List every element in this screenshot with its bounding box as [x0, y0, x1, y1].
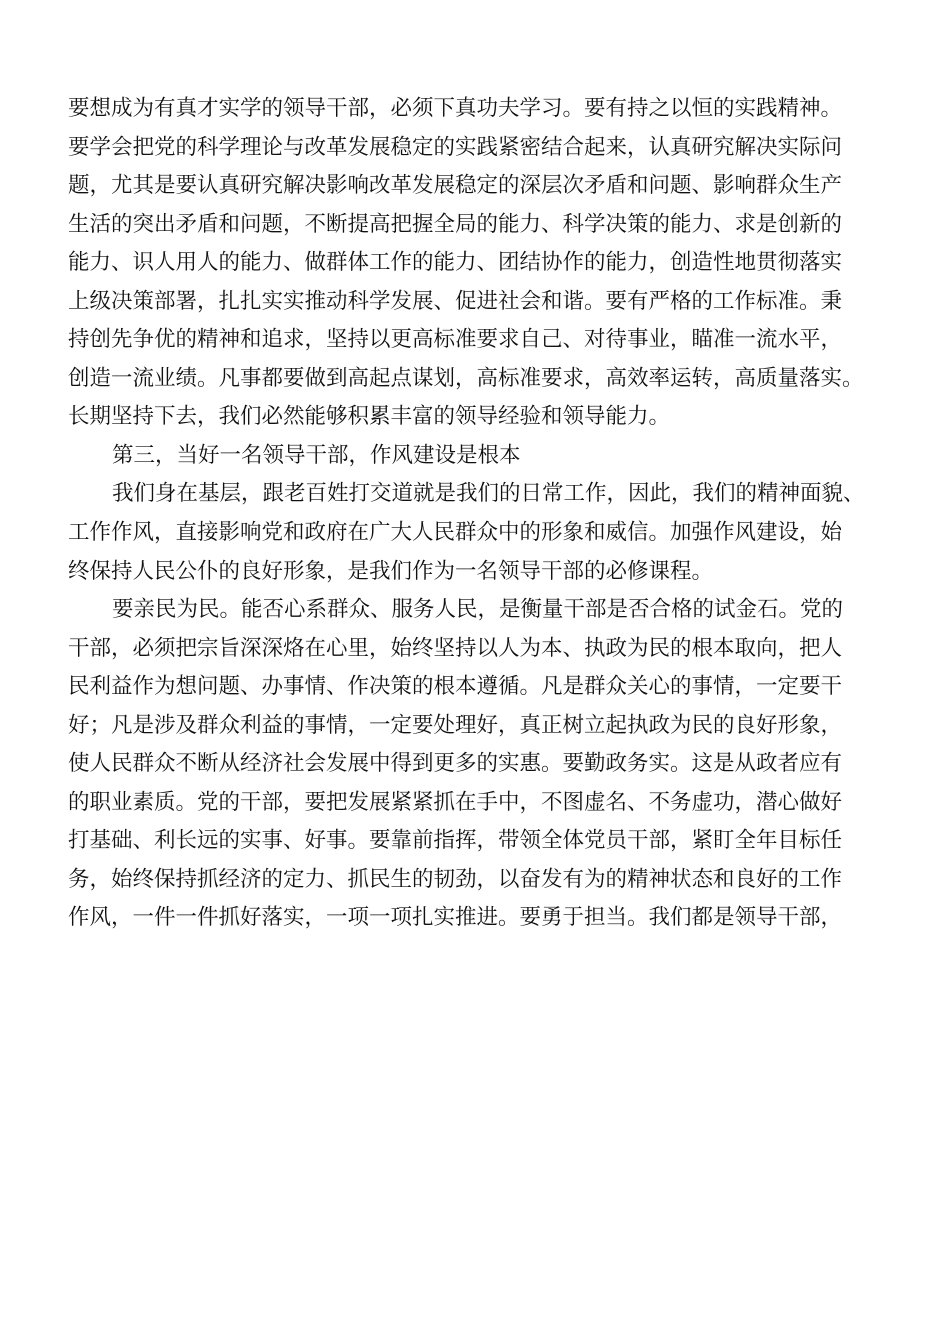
- text-line: 我们身在基层，跟老百姓打交道就是我们的日常工作，因此，我们的精神面貌、: [112, 481, 865, 507]
- text-line: 生活的突出矛盾和问题，不断提高把握全局的能力、科学决策的能力、求是创新的: [68, 211, 843, 237]
- text-line: 能力、识人用人的能力、做群体工作的能力、团结协作的能力，创造性地贯彻落实: [68, 250, 843, 276]
- text-line: 干部，必须把宗旨深深烙在心里，始终坚持以人为本、执政为民的根本取向，把人: [68, 635, 843, 661]
- text-line: 长期坚持下去，我们必然能够积累丰富的领导经验和领导能力。: [68, 404, 671, 430]
- text-line: 的职业素质。党的干部，要把发展紧紧抓在手中，不图虚名、不务虚功，潜心做好: [68, 789, 843, 815]
- section-heading: 第三，当好一名领导干部，作风建设是根本: [112, 442, 521, 468]
- text-line: 终保持人民公仆的良好形象，是我们作为一名领导干部的必修课程。: [68, 558, 714, 584]
- text-line: 要想成为有真才实学的领导干部，必须下真功夫学习。要有持之以恒的实践精神。: [68, 96, 843, 121]
- text-line: 打基础、利长远的实事、好事。要靠前指挥，带领全体党员干部，紧盯全年目标任: [68, 828, 843, 854]
- text-line: 作风，一件一件抓好落实，一项一项扎实推进。要勇于担当。我们都是领导干部，: [68, 905, 843, 931]
- text-line: 题，尤其是要认真研究解决影响改革发展稳定的深层次矛盾和问题、影响群众生产: [68, 173, 843, 199]
- text-line: 要学会把党的科学理论与改革发展稳定的实践紧密结合起来，认真研究解决实际问: [68, 134, 843, 160]
- text-line: 创造一流业绩。凡事都要做到高起点谋划，高标准要求，高效率运转，高质量落实。: [68, 365, 864, 391]
- document-body: [68, 90, 883, 938]
- text-line: 好；凡是涉及群众利益的事情，一定要处理好，真正树立起执政为民的良好形象，: [68, 712, 843, 738]
- text-line: 使人民群众不断从经济社会发展中得到更多的实惠。要勤政务实。这是从政者应有: [68, 751, 843, 777]
- text-line: 工作作风，直接影响党和政府在广大人民群众中的形象和威信。加强作风建设，始: [68, 520, 843, 546]
- text-line: 民利益作为想问题、办事情、作决策的根本遵循。凡是群众关心的事情，一定要干: [68, 674, 843, 700]
- text-line: 务，始终保持抓经济的定力、抓民生的韧劲，以奋发有为的精神状态和良好的工作: [68, 866, 843, 892]
- text-line: 要亲民为民。能否心系群众、服务人民，是衡量干部是否合格的试金石。党的: [112, 597, 844, 623]
- text-line: 持创先争优的精神和追求，坚持以更高标准要求自己、对待事业，瞄准一流水平，: [68, 327, 843, 353]
- text-line: 上级决策部署，扎扎实实推动科学发展、促进社会和谐。要有严格的工作标准。秉: [68, 288, 843, 314]
